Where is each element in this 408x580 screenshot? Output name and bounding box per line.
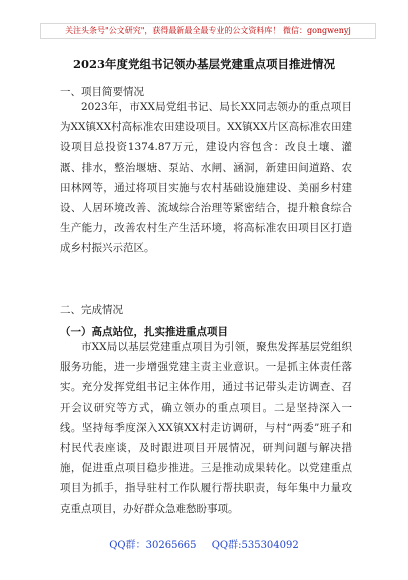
paragraph-key-project-progress: 市XX局以基层党建重点项目为引领，聚焦发挥基层党组织服务功能，进一步增强党建主责主业意识。一是抓主体责任落实。充分发挥党组书记主体作用，通过书记带头走访调查、召开会议研究等方式，确立领办的重点项目。二是坚持深入一线。坚持每季度深入XX镇XX村走访调研，与村“两委”班子和村民代表座谈，及时跟进项目开展情况，研判问题与解决措施，促进重点项目稳步推进。三是推动成果转化。以党建重点项目为抓手，指导驻村工作队履行帮扶职责，每年集中力量攻克重点项目，办好群众急难愁盼事项。 <box>60 341 352 515</box>
section-heading-project-overview: 一、项目简要情况 <box>60 86 144 98</box>
section-heading-completion-status: 二、完成情况 <box>60 304 123 316</box>
footer-contact <box>0 536 408 551</box>
footer-qq-group-2: QQ群:535304092 <box>211 540 299 551</box>
promo-banner: 关注头条号"公文研究"，获得最新最全最专业的公文资料库！ 微信：gongwenyj <box>40 23 376 39</box>
subheading-key-project: （一）高点站位，扎实推进重点项目 <box>60 326 228 338</box>
document-title: 2023年度党组书记领办基层党建重点项目推进情况 <box>72 57 335 71</box>
paragraph-project-overview: 2023年，市XX局党组书记、局长XX同志领办的重点项目为XX镇XX村高标准农田建设项目。XX镇XX片区高标准农田建设项目总投资1374.87万元，建设内容包含：改良土壤、灌溉、排水，整治堰塘、泵站、水闸、涵洞，新建田间道路、农田林网等，通过将项目实施与农村基础设施建设、美丽乡村建设、人居环境改善、流域综合治理等紧密结合，提升粮食综合生产能力，改善农村生产生活环境，将高标准农田项目区打造成乡村振兴示范区。 <box>60 101 352 255</box>
footer-qq-group-1: QQ群：30265665 <box>109 540 197 551</box>
